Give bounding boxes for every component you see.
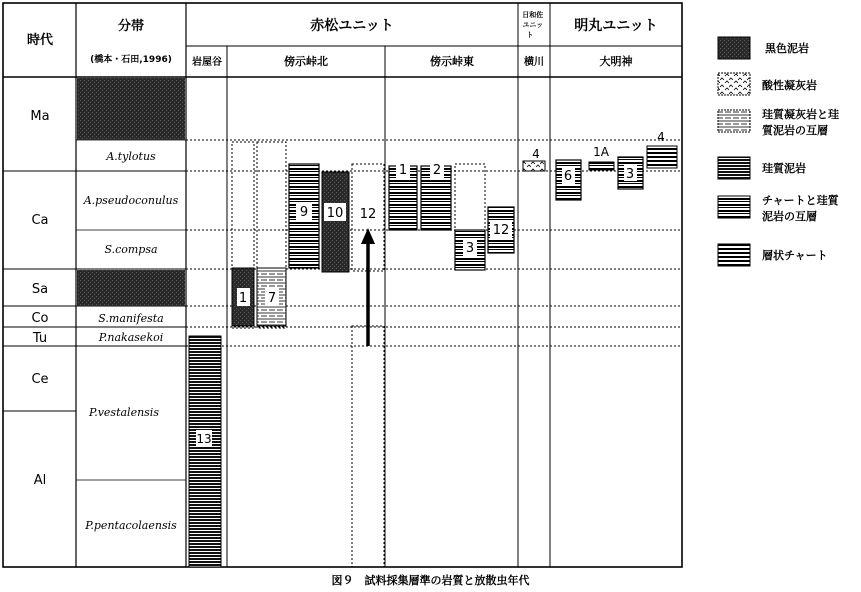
- sample-3-daimyojin-label: 3: [625, 167, 635, 182]
- header-boujitouge-east: 傍示峠東: [430, 55, 474, 68]
- header-daimyojin: 大明神: [599, 55, 633, 68]
- legend-label-chert-mudstone-alternation-1: チャートと珪質: [762, 194, 839, 207]
- sample-13-label: 13: [196, 432, 212, 446]
- era-al: Al: [33, 473, 47, 488]
- header-era: 時代: [26, 33, 54, 48]
- sample-4-yokogawa: [523, 147, 545, 171]
- sample-7: [257, 268, 286, 326]
- legend-item-siliceous-mudstone: [718, 157, 806, 179]
- sample-2: [421, 160, 451, 230]
- sample-3-east: [455, 230, 485, 270]
- header-iwayadani: 岩屋谷: [192, 57, 222, 68]
- era-ca: Ca: [31, 213, 49, 228]
- era-ce: Ce: [31, 372, 49, 387]
- sample-2-label: 2: [432, 163, 442, 178]
- era-ma: Ma: [30, 109, 50, 124]
- zone-a-pseudoconulus: A.pseudoconulus: [83, 194, 179, 207]
- sample-6-label: 6: [563, 169, 573, 184]
- sample-9: [289, 164, 319, 268]
- legend-item-siliceous-tuff-alternation: [718, 107, 839, 137]
- header-hiwasa-unit: [522, 10, 545, 39]
- sample-1-north-label: 1: [238, 291, 248, 306]
- sample-10: [322, 172, 349, 272]
- zone-p-pentacolaensis: P.pentacolaensis: [85, 519, 177, 532]
- zone-s-compsa: S.compsa: [104, 243, 158, 256]
- legend-label-siliceous-tuff-alternation-2: 質泥岩の互層: [762, 124, 828, 137]
- zone-p-nakasekoi: P.nakasekoi: [98, 331, 164, 344]
- sample-12-east-label: 12: [492, 223, 510, 238]
- legend-label-siliceous-tuff-alternation-1: 珪質凝灰岩と珪: [762, 108, 839, 121]
- hiwasa-line-3: ト: [526, 31, 534, 39]
- hiwasa-line-2: ユニッ: [522, 21, 544, 29]
- range-box-east-3: [455, 164, 485, 230]
- sample-1a: [589, 145, 614, 170]
- sample-4-daimyojin: [647, 130, 677, 168]
- legend-label-chert-mudstone-alternation-2: 泥岩の互層: [762, 210, 817, 223]
- header-yokogawa: 横川: [524, 57, 544, 68]
- legend-item-bedded-chert: [718, 244, 828, 266]
- era-tu: Tu: [32, 331, 48, 346]
- sample-1-east: [389, 160, 417, 230]
- era-sa: Sa: [31, 282, 49, 297]
- sample-6: [556, 160, 581, 200]
- legend-label-bedded-chert: 層状チャート: [762, 249, 828, 262]
- header-boujitouge-north: 傍示峠北: [284, 55, 328, 68]
- sample-1-north: [232, 268, 254, 326]
- sample-13-column: [189, 336, 221, 567]
- sample-9-label: 9: [299, 205, 309, 220]
- legend: [718, 37, 840, 266]
- zone-a-tylotus: A.tylotus: [106, 150, 156, 163]
- legend-item-acidic-tuff: [718, 73, 817, 95]
- legend-item-chert-mudstone-alternation: [718, 193, 840, 223]
- header-akamatsu-unit: 赤松ユニット: [310, 18, 394, 34]
- sample-10-label: 10: [326, 206, 344, 221]
- sample-7-label: 7: [267, 291, 277, 306]
- figure-caption: 図９ 試料採集層準の岩質と放散虫年代: [331, 574, 530, 587]
- sample-4-yokogawa-label: 4: [532, 147, 540, 161]
- zone-p-vestalensis: P.vestalensis: [89, 406, 159, 419]
- sample-12-north-label: 12: [359, 207, 377, 222]
- zone-black-block-ma: [77, 78, 185, 140]
- sample-12-east: [488, 207, 514, 253]
- header-zone-ref: (橋本・石田,1996): [90, 55, 172, 65]
- age-arrow: [361, 228, 375, 346]
- sample-1-east-label: 1: [398, 163, 408, 178]
- sample-3-east-label: 3: [465, 241, 475, 256]
- sample-3-daimyojin: [618, 157, 643, 189]
- sample-12-north: [352, 164, 384, 567]
- legend-item-black-mudstone: [718, 37, 809, 59]
- legend-label-acidic-tuff: 酸性凝灰岩: [762, 79, 817, 92]
- sample-1a-label: 1A: [593, 145, 609, 159]
- zone-black-block-sa: [77, 270, 185, 306]
- header-zone: 分帯: [117, 19, 145, 34]
- zone-s-manifesta: S.manifesta: [98, 312, 164, 325]
- legend-label-siliceous-mudstone: 珪質泥岩: [762, 162, 806, 175]
- legend-label-black-mudstone: 黒色泥岩: [765, 42, 809, 55]
- header-myomaru-unit: 明丸ユニット: [574, 18, 658, 34]
- hiwasa-line-1: 日和佐: [522, 11, 544, 19]
- sample-4-daimyojin-label: 4: [657, 130, 665, 144]
- era-co: Co: [31, 311, 49, 326]
